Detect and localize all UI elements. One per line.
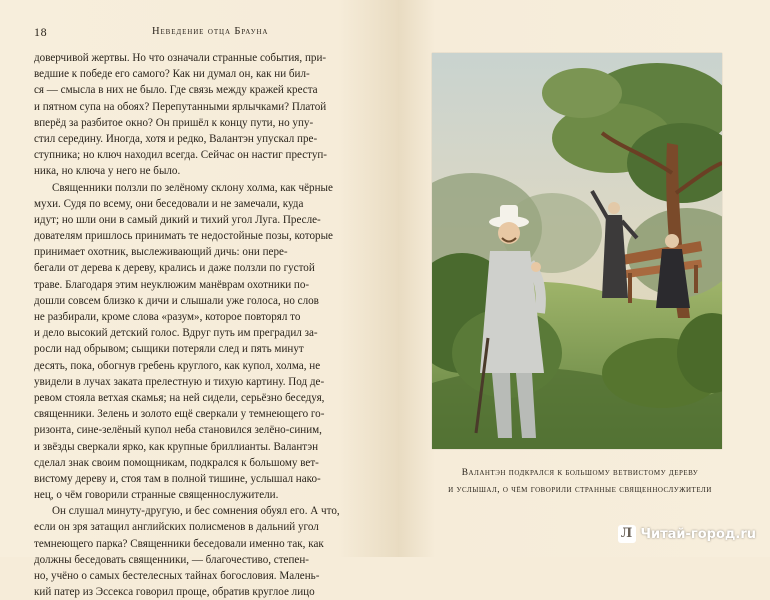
text-line: доверчивой жертвы. Но что означали странные события, при- xyxy=(34,52,327,64)
text-line: нец, о чём говорили странные священнослужители. xyxy=(34,489,279,502)
watermark xyxy=(618,525,757,543)
text-line: дователям пришлось принимать те недостойные позы, которые xyxy=(34,230,333,243)
text-line: принимает охотник, выслеживающий дичь: они пере- xyxy=(34,246,288,259)
text-line: но, учёно о самых бестелесных тайнах богословия. Малень- xyxy=(34,570,320,582)
watermark-text: Читай-город.ru xyxy=(640,526,756,542)
text-line: вистому дереву и, стоя там в полной тишине, услышал нако- xyxy=(34,472,321,485)
body-text xyxy=(34,50,374,600)
page-number: 18 xyxy=(34,25,48,39)
text-line: если он зря затащил английских полисменов в дальний угол xyxy=(34,521,319,534)
caption-line-2: и услышал, о чём говорили странные священнослужители xyxy=(448,485,712,495)
text-line: и пятном супа на обоях? Перепутанными ярлычками? Платой xyxy=(34,100,327,113)
text-line: ступника; но ключ находил всегда. Сейчас он настиг преступ- xyxy=(34,149,327,162)
text-line: бегали от дерева к дереву, крались и даже ползли по густой xyxy=(34,262,315,275)
running-title: Неведение отца Брауна xyxy=(152,26,269,37)
text-line: должны беседовать священники, — благочестиво, степен- xyxy=(34,553,309,566)
text-line: ведшие к победе его самого? Как ни думал он, как ни бил- xyxy=(34,68,310,81)
text-line: ревом стояла ветхая скамья; на ней сидели, серьёзно беседуя, xyxy=(34,391,325,404)
text-line: Он слушал минуту-другую, и бес сомнения обуял его. А что, xyxy=(52,505,340,518)
text-line: Священники ползли по зелёному склону холма, как чёрные xyxy=(52,181,333,194)
text-line: не разбирали, кроме слова «разум», которое повторял то xyxy=(34,311,301,323)
text-line: идут; но шли они в самый дикий и тихий угол Луга. Пресле- xyxy=(34,213,321,226)
text-line: дошли совсем близко к дичи и слышали уже голоса, но слов xyxy=(34,294,319,307)
text-line: увидели в лучах заката прелестную и тихую картину. Под де- xyxy=(34,375,325,388)
text-line: темнеющего парка? Священники беседовали именно так, как xyxy=(34,537,324,550)
text-line: стил середину. Иногда, хотя и редко, Валантэн упускал пре- xyxy=(34,132,318,145)
text-line: мухи. Судя по всему, они беседовали и не замечали, куда xyxy=(34,197,304,210)
watermark-logo-icon: Л xyxy=(618,525,636,543)
text-line: и дело высокий детский голос. Вдруг путь им преградил за- xyxy=(34,327,318,340)
text-line: и звёзды сверкали ярко, как крупные бриллианты. Валантэн xyxy=(34,440,319,453)
text-line: росли над обрывом; сыщики потеряли след и пять минут xyxy=(34,343,304,356)
text-line: ся — смысла в них не было. Где связь между кражей креста xyxy=(34,84,318,97)
illustration-caption xyxy=(440,465,720,499)
illustration xyxy=(432,53,722,449)
text-line: ризонта, сине-зелёный купол неба становился зелёно-синим, xyxy=(34,424,322,437)
text-line: кий патер из Эссекса говорил проще, обратив круглое лицо xyxy=(34,586,315,599)
text-line: сделал знак своим помощникам, подкрался к большому вет- xyxy=(34,456,319,469)
caption-line-1: Валантэн подкрался к большому ветвистому дереву xyxy=(461,468,699,478)
text-line: траве. Благодаря этим неуклюжим манёврам охотники по- xyxy=(34,278,310,291)
text-line: ника, но ключа у него не было. xyxy=(34,165,181,178)
text-line: десять, пока, обогнув гребень круглого, как купол, холма, не xyxy=(34,359,321,372)
text-line: вперёд за разбитое окно? Он пришёл к концу пути, но упу- xyxy=(34,116,314,129)
text-line: священники. Зелень и золото ещё сверкали у темнеющего го- xyxy=(34,408,325,421)
